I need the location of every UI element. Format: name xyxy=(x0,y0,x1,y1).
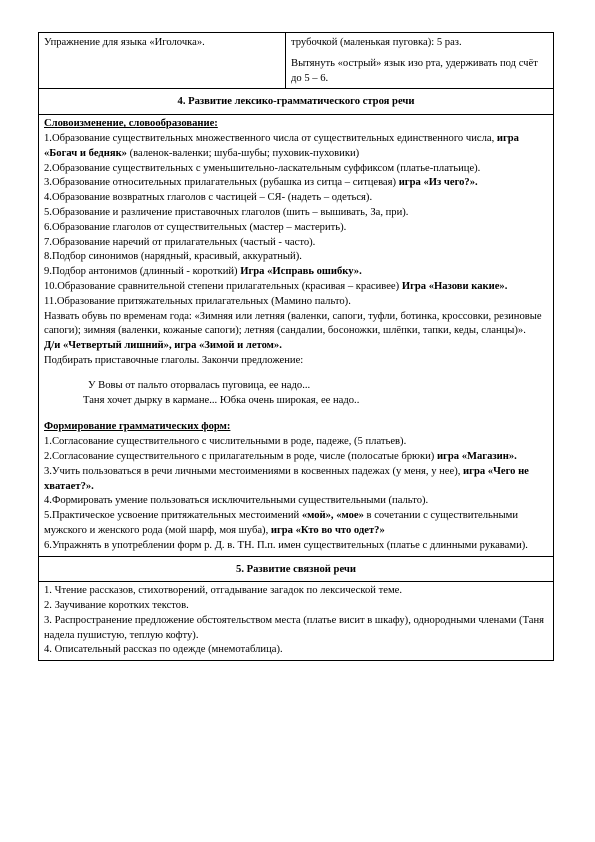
section4-body xyxy=(39,115,554,556)
spacer xyxy=(44,408,548,420)
example-sentence-1: У Вовы от пальто оторвалась пуговица, ее надо... xyxy=(88,379,311,391)
section4-body-row xyxy=(39,115,554,556)
item-text: 1.Образование существительных множественного числа от существительных единственного числа, xyxy=(44,132,497,144)
list-item xyxy=(44,465,548,495)
list-item xyxy=(44,265,548,280)
prefix-task: Подбирать приставочные глаголы. Закончи предложение: xyxy=(44,354,304,366)
example-sentence-2: Таня хочет дырку в кармане... Юбка очень широкая, ее надо.. xyxy=(83,394,360,406)
item-text: 3.Образование относительных прилагательных (рубашка из ситца – ситцевая) xyxy=(44,177,399,189)
list-item xyxy=(44,176,548,191)
list-item xyxy=(44,509,548,539)
item-text: 8.Подбор синонимов (нарядный, красивый, аккуратный). xyxy=(44,251,302,263)
game-name: Игра «Назови какие». xyxy=(401,280,508,292)
grammar-forms-heading: Формирование грамматических форм: xyxy=(44,421,231,433)
exercise-description-line2: Вытянуть «острый» язык изо рта, удерживать под счёт до 5 – 6. xyxy=(291,57,538,84)
item-text: 10.Образование сравнительной степени прилагательных (красивая – красивее) xyxy=(44,280,402,292)
game-name: игра «Кто во что одет?» xyxy=(270,524,385,536)
game-name: Игра «Исправь ошибку». xyxy=(240,266,362,278)
section5-header: 5. Развитие связной речи xyxy=(39,556,554,582)
item-tail: (валенок-валенки; шуба-шубы; пуховик-пуховики) xyxy=(126,147,360,159)
exercise-description-cell xyxy=(286,33,554,89)
list-item xyxy=(44,236,548,251)
game-name: игра «Богач и бедняк» xyxy=(44,132,519,159)
list-item: 4. Описательный рассказ по одежде (мнемотаблица). xyxy=(44,644,283,656)
articulation-row xyxy=(39,33,554,89)
exercise-description-line1: трубочкой (маленькая пуговка): 5 раз. xyxy=(291,37,462,48)
list-item xyxy=(44,221,548,236)
game-name: игра «Магазин». xyxy=(436,450,517,462)
item-text: 2.Согласование существительного с прилагательным в роде, числе (полосатые брюки) xyxy=(44,450,437,462)
section5-header-row xyxy=(39,556,554,582)
list-item xyxy=(44,295,548,310)
list-item xyxy=(44,206,548,221)
word-formation-list xyxy=(44,132,548,310)
item-tail: в сочетании с существительными мужского и женского рода (мой шарф, моя шуба), xyxy=(44,510,519,536)
pronouns: «мой», «мое» xyxy=(301,510,364,522)
word-formation-heading: Словоизменение, словообразование: xyxy=(44,118,218,130)
game-fourth-odd: Д/и «Четвертый лишний», игра «Зимой и летом». xyxy=(44,340,282,352)
list-item xyxy=(44,494,548,509)
item-text: 6.Образование глаголов от существительных (мастер – мастерить). xyxy=(44,221,347,233)
list-item xyxy=(44,191,548,206)
list-item: 2. Заучивание коротких текстов. xyxy=(44,600,189,612)
section5-body-row xyxy=(39,582,554,661)
list-item: 3. Распространение предложение обстоятельством места (платье висит в шкафу), однородными членами (Таня надела пушистую, теплую кофту). xyxy=(44,614,545,641)
list-item xyxy=(44,132,548,162)
item-text: 3.Учить пользоваться в речи личными местоимениями в косвенных падежах (у меня, у нее), xyxy=(44,465,464,477)
item-text: 4.Образование возвратных глаголов с частицей – СЯ- (надеть – одеться). xyxy=(44,192,373,204)
section4-header: 4. Развитие лексико-грамматического строя речи xyxy=(39,89,554,115)
list-item xyxy=(44,539,548,554)
exercise-name: Упражнение для языка «Иголочка». xyxy=(44,37,205,48)
item-text: 2.Образование существительных с уменьшительно-ласкательным суффиксом (платье-платьице). xyxy=(44,162,481,174)
grammar-forms-list xyxy=(44,435,548,553)
list-item xyxy=(44,450,548,465)
item-text: 6.Упражнять в употреблении форм р. Д. в. ТН. П.п. имен существительных (платье с длинными рукавами). xyxy=(44,539,528,551)
document-page xyxy=(38,32,554,661)
item-text: 7.Образование наречий от прилагательных (частый - часто). xyxy=(44,236,316,248)
section5-body xyxy=(39,582,554,661)
exercise-name-cell xyxy=(39,33,286,89)
lesson-plan-table xyxy=(38,32,554,661)
list-item xyxy=(44,250,548,265)
game-name: игра «Чего не хватает?». xyxy=(44,465,529,492)
game-name: игра «Из чего?». xyxy=(398,177,478,189)
list-item xyxy=(44,162,548,177)
list-item xyxy=(44,280,548,295)
list-item: 1. Чтение рассказов, стихотворений, отгадывание загадок по лексической теме. xyxy=(44,585,402,597)
item-text: 9.Подбор антонимов (длинный - короткий) xyxy=(44,266,241,278)
item-text: 4.Формировать умение пользоваться исключительными существительными (пальто). xyxy=(44,495,429,507)
item-text: 5.Практическое усвоение притяжательных местоимений xyxy=(44,510,302,522)
shoes-task: Назвать обувь по временам года: «Зимняя или летняя (валенки, сапоги, туфли, ботинка, кроссовки, резиновые сапоги); зимняя (валенки, кожаные сапоги); летняя (сандалии, босоножки, шлёпки, тапки, кеды, сланцы)». xyxy=(44,310,542,337)
item-text: 11.Образование притяжательных прилагательных (Мамино пальто). xyxy=(44,295,351,307)
item-text: 1.Согласование существительного с числительными в роде, падеже, (5 платьев). xyxy=(44,436,407,448)
list-item xyxy=(44,435,548,450)
item-text: 5.Образование и различение приставочных глаголов (шить – вышивать, За, при). xyxy=(44,206,409,218)
section4-header-row xyxy=(39,89,554,115)
